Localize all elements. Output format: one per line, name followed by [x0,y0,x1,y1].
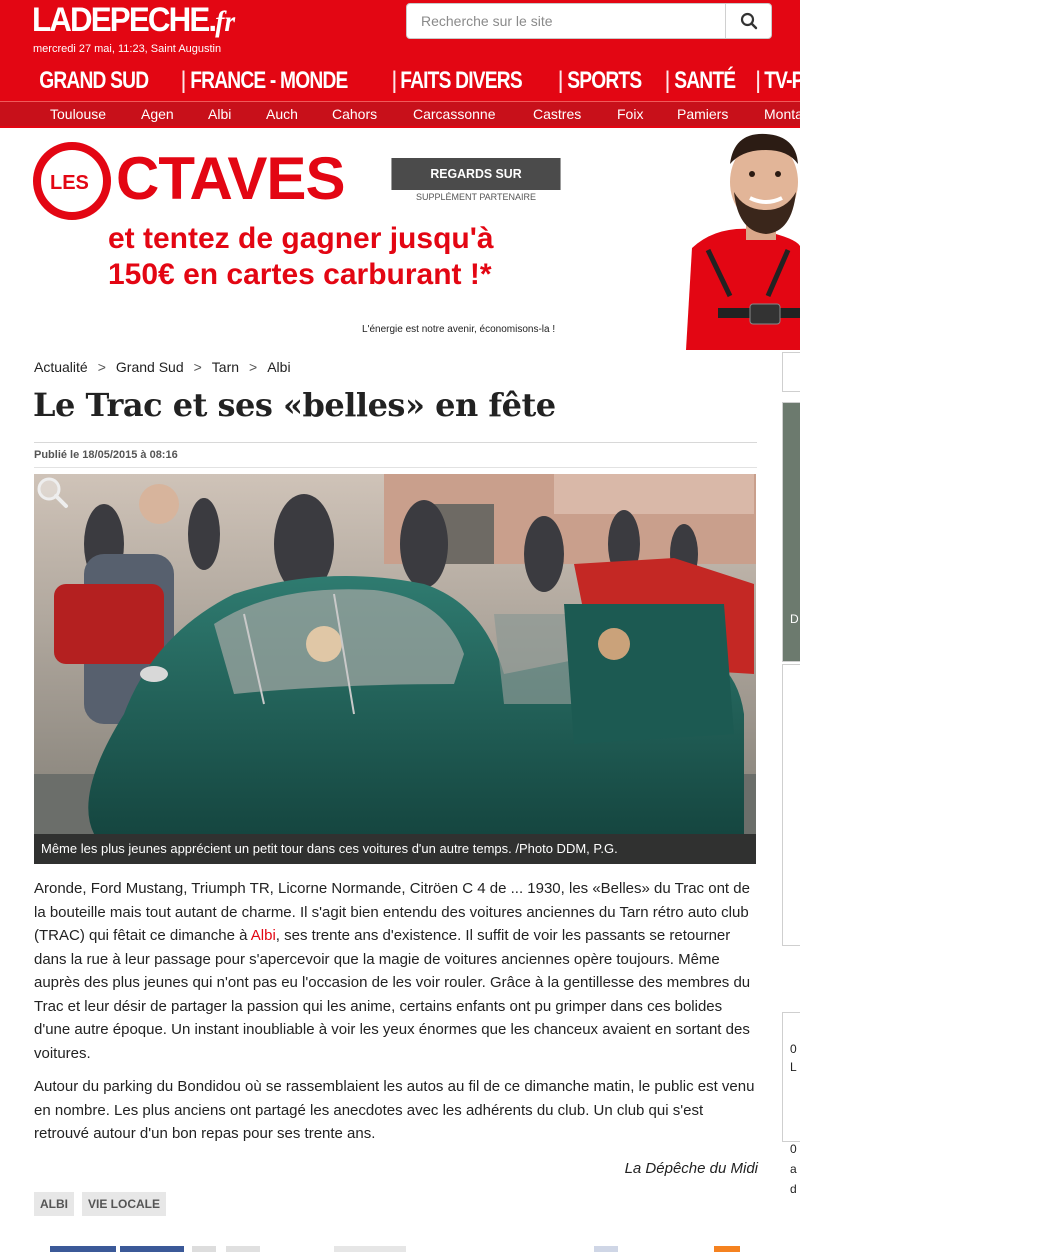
dateline: mercredi 27 mai, 11:23, Saint Augustin [33,43,222,55]
logo-fr-text: fr [215,5,236,38]
ad-regards-badge: REGARDS SUR L'INNOVATION [391,158,560,190]
nav-separator: | [664,67,671,94]
ad-les-text: LES [50,172,89,194]
sidebar-box [782,664,800,946]
city-montauban[interactable]: Monta [764,106,803,122]
classic-car-scene [34,474,756,864]
nav-grand-sud[interactable]: GRAND SUD [39,67,149,94]
ad-supplement-text: SUPPLÉMENT PARTENAIRE [415,192,537,202]
city-auch[interactable]: Auch [266,106,298,122]
search-box [406,3,772,39]
share-bar [34,1242,754,1252]
nav-faits-divers[interactable]: FAITS DIVERS [400,67,523,94]
city-agen[interactable]: Agen [141,106,174,122]
nav-sante[interactable]: SANTÉ [673,67,735,94]
nav-separator: | [894,67,902,94]
article-title: Le Trac et ses «belles» en fête [33,386,556,424]
sidebar-text[interactable]: a [790,1162,797,1176]
nav-animaux[interactable]: ANI [1007,67,1039,94]
sidebar-box [782,352,800,392]
city-cahors[interactable]: Cahors [332,106,378,122]
site-logo[interactable] [32,0,235,42]
paragraph [34,877,760,1065]
photo-caption: Même les plus jeunes apprécient un petit tour dans ces voitures d'un autre temps. /Photo DDM, P.G. [34,834,756,864]
city-castres[interactable]: Castres [533,106,582,122]
tag-vie-locale[interactable]: VIE LOCALE [82,1192,166,1216]
tag-albi[interactable]: ALBI [34,1192,74,1216]
paragraph-text: , ses trente ans d'existence. Il suffit de voir les passants se retourner dans la rue à leur passage pour s'apercevoir que la magie de voitures anciennes opère toujours. Même auprès des plus jeunes qui n'ont pas eu l'occasion de les voir rouler. Grâce à la gentillesse des membres du Trac et leur désir de partager la passion qui les anime, certains enfants ont pu grimper dans ces bolides d'une autre époque. Un instant inoubliable à voir les yeux énormes que les chanceux avaient en sortant des voitures. [34,927,751,1062]
ad-headline-2: 150€ en cartes carburant !* [108,258,492,291]
divider [34,442,757,443]
sidebar-text[interactable]: 0 [790,1042,797,1056]
site-header [0,0,1039,128]
nav-separator: | [755,67,762,94]
sidebar-box [782,1012,800,1142]
ad-octaves-text: CTAVES [116,145,345,212]
sidebar-text[interactable]: d [790,1182,797,1196]
paragraph: Autour du parking du Bondidou où se rassemblaient les autos au fil de ce dimanche matin, le public est venu en nombre. Les plus anciens ont partagé les anecdotes avec les adhérents du club. Un club qui s'est retrouvé autour d'un bon repas pour ses trente ans. [34,1078,755,1142]
nav-separator: | [557,67,564,94]
breadcrumb-separator: > [97,359,106,375]
nav-france-monde[interactable]: FRANCE - MONDE [189,67,348,94]
publish-date: Publié le 18/05/2015 à 08:16 [34,449,178,461]
albi-link[interactable]: Albi [250,927,276,944]
nav-sports[interactable]: SPORTS [566,67,642,94]
ad-headline-1: et tentez de gagner jusqu'à [108,222,494,255]
sidebar-text: D [790,612,799,626]
search-icon [740,12,758,30]
city-foix[interactable]: Foix [617,106,644,122]
city-albi[interactable]: Albi [208,106,232,122]
main-nav [36,66,1051,98]
article-photo[interactable] [34,474,756,864]
zoom-icon[interactable] [34,474,70,510]
sidebar-text[interactable]: L [790,1060,797,1074]
city-pamiers[interactable]: Pamiers [677,106,729,122]
breadcrumb-actualite[interactable]: Actualité [34,359,88,375]
breadcrumb-albi[interactable]: Albi [267,359,291,375]
sidebar-text[interactable]: 0 [790,1142,797,1156]
city-nav [0,101,803,126]
ad-banner[interactable] [0,128,800,350]
nav-separator: | [180,67,187,94]
logo-main-text: LADEPECHE [32,1,209,39]
breadcrumb-separator: > [193,359,202,375]
breadcrumb-grand-sud[interactable]: Grand Sud [115,359,184,375]
logo-dot: . [208,1,216,39]
city-toulouse[interactable]: Toulouse [50,106,107,122]
nav-separator: | [998,67,1005,94]
article-tags [34,1192,166,1216]
breadcrumb [34,359,291,375]
ad-tagline: L'énergie est notre avenir, économisons-la ! [362,324,556,335]
article-signature: La Dépêche du Midi [624,1160,758,1177]
paragraph-text: Aronde, Ford Mustang, Triumph TR, Licorne Normande, Citröen C 4 de ... 1930, les «Belles» du Trac ont de la bouteille mais tout autant de charme. Il s'agit bien entendu des voitures anciennes du Tarn rétro auto club (TRAC) qui fêtait ce dimanche à [34,880,750,944]
nav-loisirs[interactable]: LOISIRS [904,67,976,94]
city-carcassonne[interactable]: Carcassonne [413,106,496,122]
nav-separator: | [391,67,398,94]
article-body [34,877,760,1156]
ad-man-illustration [678,128,800,350]
breadcrumb-separator: > [249,359,258,375]
search-button[interactable] [725,4,771,38]
nav-tv-people[interactable]: TV-PEOPLE [764,67,865,94]
search-input[interactable] [407,4,725,38]
breadcrumb-tarn[interactable]: Tarn [211,359,240,375]
divider [34,467,757,468]
right-sidebar [778,352,800,1252]
